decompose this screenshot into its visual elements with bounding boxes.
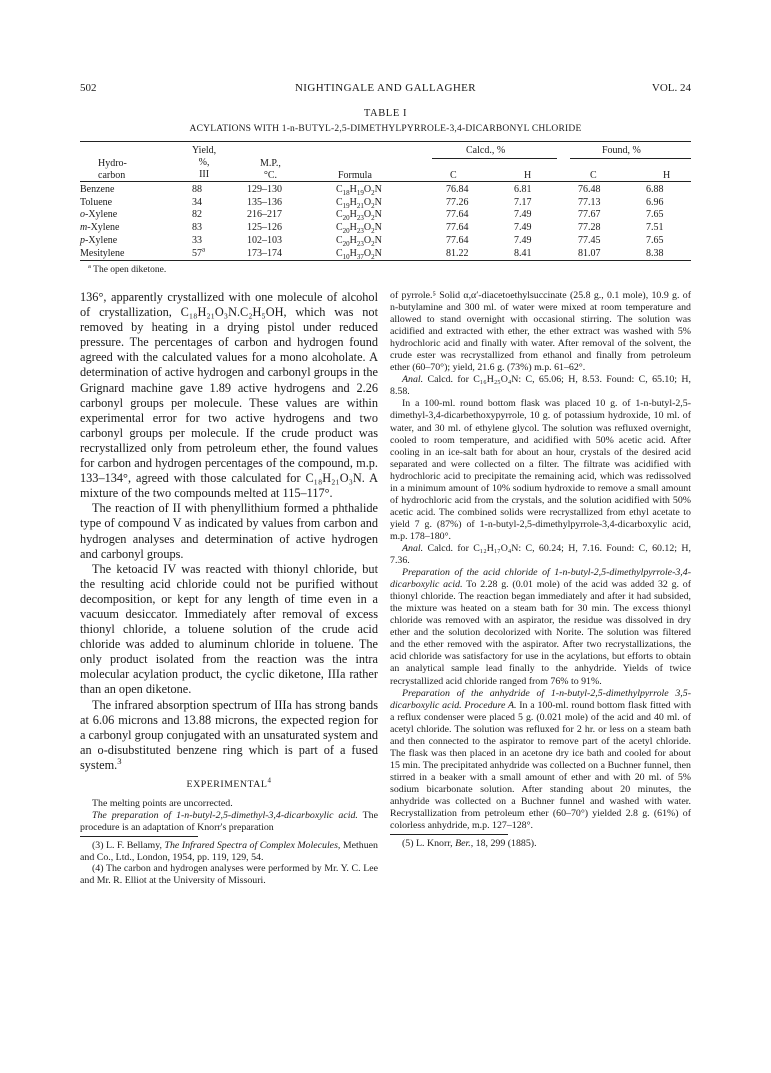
cell-mp: 135–136 <box>247 196 282 208</box>
found-span-rule <box>570 158 691 159</box>
ref-3: 3 <box>117 755 122 766</box>
cell-yield: 33 <box>192 234 202 246</box>
table-row <box>80 197 691 210</box>
cell-calc-c: 77.64 <box>446 234 469 246</box>
anhydride-preparation: Preparation of the anhydride of 1-n-butyl-2,5-dimethylpyrrole 3,5-dicarboxylic acid. Procedure A. In a 100-ml. round bottom flask fitted with a reflux condenser were placed 5 g. (0.021 mole) of the acid and 40 ml. of acetyl chloride. The solution was refluxed for 2 hr. or less on a steam bath and then connected to the aspirator to remove part of the acetyl chloride. The flask was then placed in an acetone dry ice bath and cooled for about 15 min. The precipitated anhydride was collected on a Buchner funnel, then stirred in a beaker with a small amount of ether and with 20 ml. of 5% sodium bicarbonate solution. After standing about 20 minutes, the anhydride was collected on a Buchner funnel and washed with water. Recrystallization from petroleum ether (60–70°) yielded 2.8 g. (61%) of colorless anhydride, m.p. 127–128°. <box>390 687 692 832</box>
cell-found-h: 6.96 <box>646 196 664 208</box>
table-header-rule <box>80 181 691 182</box>
acylation-table <box>80 184 691 260</box>
cell-formula: $C_{20}H_{23}O_2N$ <box>336 234 382 248</box>
cell-yield: 57$^a$ <box>192 245 206 259</box>
cell-yield: 82 <box>192 209 202 221</box>
cell-found-h: 7.65 <box>646 234 664 246</box>
header-hydrocarbon: Hydro- carbon <box>98 158 127 181</box>
footnote-rule <box>80 836 198 837</box>
cell-hydrocarbon: Benzene <box>80 184 115 195</box>
footnote-3: (3) L. F. Bellamy, The Infrared Spectra of Complex Molecules, Methuen and Co., Ltd., London, 1954, pp. 119, 129, 54. <box>80 840 378 863</box>
running-header <box>80 82 691 98</box>
cell-found-c: 77.45 <box>578 234 601 246</box>
cell-calc-h: 8.41 <box>514 247 532 259</box>
cell-mp: 125–126 <box>247 222 282 234</box>
table-row <box>80 184 691 197</box>
ref-4: 4 <box>267 777 272 785</box>
cell-calc-c: 77.26 <box>446 196 469 208</box>
cell-yield: 83 <box>192 222 202 234</box>
cell-formula: $C_{10}H_{37}O_2N$ <box>336 247 382 261</box>
footnote-5: (5) L. Knorr, Ber., 18, 299 (1885). <box>402 838 537 850</box>
cell-calc-h: 7.49 <box>514 234 532 246</box>
left-paragraph-3: The ketoacid IV was reacted with thionyl chloride, but the resulting acid chloride could not be purified without decomposition, or kept for any length of time even in a vacuum desiccator. Immediately after removal of excess thionyl chloride, a toluene solution of the crude acid chloride was added to aluminum chloride in toluene. The only product isolated from the reaction was the intra molecular acylation product, the cyclic diketone, IIIa rather than an open diketone. <box>80 561 378 697</box>
page-number: 502 <box>80 82 97 94</box>
header-found-c: C <box>590 170 597 181</box>
cell-hydrocarbon: m-Xylene <box>80 222 120 234</box>
left-paragraph-2: The reaction of II with phenyllithium formed a phthalide type of compound V as indicated by values from carbon and hydrogen analyses and determination of active hydrogen and carbonyl groups. <box>80 501 378 561</box>
yield-note: a <box>202 245 206 254</box>
cell-found-c: 81.07 <box>578 247 601 259</box>
analysis-1: Anal. Calcd. for C₁₆H₂₅O₄N: C, 65.06; H, 8.53. Found: C, 65.10; H, 8.58. <box>390 374 691 398</box>
header-calcd-h: H <box>524 170 532 181</box>
table-footnote: $^a$ The open diketone. <box>88 262 167 275</box>
header-formula: Formula <box>338 170 372 181</box>
cell-calc-h: 7.49 <box>514 222 532 234</box>
table-title: TABLE I <box>363 108 408 119</box>
right-footnote-rule <box>390 834 508 835</box>
table-row <box>80 235 691 248</box>
analysis-2: Anal. Calcd. for C₁₂H₁₇O₄N: C, 60.24; H, 7.16. Found: C, 60.12; H, 7.36. <box>390 542 691 567</box>
right-paragraph-2: In a 100-ml. round bottom flask was placed 10 g. of 1-n-butyl-2,5-dimethyl-3,4-dicarbethoxypyrrole, 10 g. of potassium hydroxide, 10 ml. of water, and 30 ml. of ethylene glycol. The solution was refluxed overnight, cooled to room temperature, and acidified with 50% acetic acid. After cooling in an ice-salt bath for about an hour, crystals of the desired acid separated and were collected on a filter. The filtrate was acidified with hydrochloric acid to precipitate the remaining acid, which was redissolved in a minimum amount of 10% sodium hydroxide to remove a small amount of hydrochloric acid from the crystals, and the solution acidified with 50% acetic acid. The combined solids were recrystallized from ethyl acetate to yield 7 g. (87%) of 1-n-butyl-2,5-dimethylpyrrole-3,4-dicarboxylic acid, m.p. 178–180°. <box>390 398 691 542</box>
footnote-4: (4) The carbon and hydrogen analyses were performed by Mr. Y. C. Lee and Mr. R. Elliot at the University of Missouri. <box>80 863 378 886</box>
acid-chloride-preparation: Preparation of the acid chloride of 1-n-butyl-2,5-dimethylpyrrole-3,4-dicarboxylic acid. To 2.28 g. (0.01 mole) of the acid was added 32 g. of thionyl chloride. The reaction began immediately and after it had subsided, the mixture was heated on a steam bath for 30 min. The excess thionyl chloride was removed with an aspirator, the residue was dissolved in dry ether and the solution decolorized with Norite. The solution was filtered and the ether removed with the aspirator. After two recrystallizations, the acid chloride was satisfactory for use in the acylations, but efforts to obtain an analytical sample lead finally to the anhydride. Yields of twice recrystallized acid chloride ranged from 76% to 91%. <box>390 567 692 687</box>
left-paragraph-1: 136°, apparently crystallized with one molecule of alcohol of crystallization, C₁₈H₂₁O₃N.C₂H₅OH, which was not removed by heating in a drying pistol under reduced pressure. The percentages of carbon and hydrogen found agreed with the calculated values for a mono alcoholate. A determination of active hydrogen and carbonyl groups in the Grignard machine gave 1.89 active hydrogens and 2.26 carbonyl groups per molecule. These values are within experimental error for two active hydrogens and two carbonyl groups per molecule. If the crude product was recrystallized only from petroleum ether, the found values for carbon and hydrogen percentages of the compound, m.p. 133–134°, agreed with those calculated for C₁₈H₂₁O₃N. A mixture of the two compounds melted at 115–117°. <box>80 290 378 501</box>
cell-yield: 34 <box>192 196 202 208</box>
cell-yield: 88 <box>192 184 202 195</box>
cell-found-h: 7.65 <box>646 209 664 221</box>
cell-found-h: 6.88 <box>646 184 664 195</box>
cell-formula: $C_{18}H_{19}O_2N$ <box>336 184 382 197</box>
cell-found-h: 7.51 <box>646 222 664 234</box>
cell-hydrocarbon: p-Xylene <box>80 234 118 246</box>
procedure-title: The preparation of 1-n-butyl-2,5-dimethyl-3,4-dicarboxylic acid. <box>92 810 358 822</box>
cell-mp: 173–174 <box>247 247 282 259</box>
cell-calc-h: 7.49 <box>514 209 532 221</box>
cell-formula: $C_{19}H_{21}O_2N$ <box>336 196 382 210</box>
cell-found-c: 77.28 <box>578 222 601 234</box>
cell-found-c: 77.13 <box>578 196 601 208</box>
header-yield: Yield, %, III <box>192 145 217 180</box>
cell-calc-h: 6.81 <box>514 184 532 195</box>
cell-calc-c: 81.22 <box>446 247 469 259</box>
table-caption: ACYLATIONS WITH 1-n-BUTYL-2,5-DIMETHYLPYRROLE-3,4-DICARBONYL CHLORIDE <box>189 124 582 134</box>
volume-label: VOL. 24 <box>651 82 691 94</box>
cell-mp: 216–217 <box>247 209 282 221</box>
running-title: NIGHTINGALE AND GALLAGHER <box>294 82 477 94</box>
cell-found-c: 76.48 <box>578 184 601 195</box>
table-row <box>80 248 691 261</box>
cell-calc-h: 7.17 <box>514 196 532 208</box>
left-paragraph-4: The infrared absorption spectrum of IIIa has strong bands at 6.06 microns and 13.88 microns, the expected region for a carbonyl group conjugated with an unsaturated system and an o-disubstituted benzene ring which is part of a fused system.$^3$ <box>80 697 378 772</box>
cell-mp: 102–103 <box>247 234 282 246</box>
header-found-h: H <box>663 170 671 181</box>
procedure-intro: The preparation of 1-n-butyl-2,5-dimethyl-3,4-dicarboxylic acid. The procedure is an adaptation of Knorr's preparation <box>80 810 378 834</box>
cell-formula: $C_{20}H_{23}O_2N$ <box>336 209 382 223</box>
left-column <box>80 290 378 886</box>
header-calcd: Calcd., % <box>466 145 506 156</box>
cell-calc-c: 77.64 <box>446 209 469 221</box>
cell-calc-c: 77.64 <box>446 222 469 234</box>
melting-point-note: The melting points are uncorrected. <box>92 798 233 810</box>
right-column <box>390 290 691 850</box>
header-found: Found, % <box>602 145 641 156</box>
header-calcd-c: C <box>450 170 457 181</box>
cell-formula: $C_{20}H_{23}O_2N$ <box>336 222 382 236</box>
cell-mp: 129–130 <box>247 184 282 195</box>
cell-hydrocarbon: Mesitylene <box>80 247 125 259</box>
footnote-mark: a <box>88 262 91 270</box>
experimental-heading: EXPERIMENTAL$^4$ <box>186 777 272 790</box>
cell-found-h: 8.38 <box>646 247 664 259</box>
cell-hydrocarbon: o-Xylene <box>80 209 118 221</box>
cell-found-c: 77.67 <box>578 209 601 221</box>
cell-calc-c: 76.84 <box>446 184 469 195</box>
right-paragraph-1: of pyrrole.⁵ Solid α,α′-diacetoethylsuccinate (25.8 g., 0.1 mole), 10.9 g. of n-butylamine and 300 ml. of water were mixed at room temperature and allowed to stand overnight with occasional stirring. The solution was acidified and extracted with ether, the ether extract was washed with 5% hydrochloric acid and finally with water. After removal of the solvent, the crude ester was recrystallized from ethanol and finally from petroleum ether (60–70°); yield, 21.6 g. (73%) m.p. 61–62°. <box>390 290 691 374</box>
cell-hydrocarbon: Toluene <box>80 196 113 208</box>
table-row <box>80 222 691 235</box>
calcd-span-rule <box>432 158 557 159</box>
table-top-rule <box>80 141 691 142</box>
table-row <box>80 209 691 222</box>
header-mp: M.P., °C. <box>260 158 281 181</box>
